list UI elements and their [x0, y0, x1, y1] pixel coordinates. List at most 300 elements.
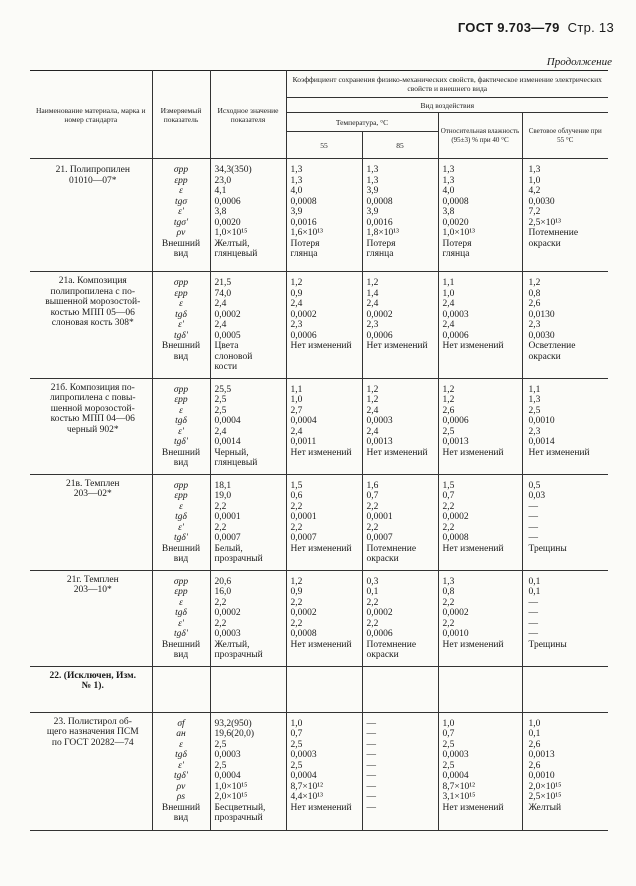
col-t55-header: 55	[286, 132, 362, 159]
temp-55-cell-line: глянца	[290, 249, 318, 259]
humidity-cell-line: 1,3	[442, 165, 455, 175]
temp-55-cell-line: 2,4	[290, 426, 303, 437]
temp-55-cell-line: 0,9	[290, 587, 303, 597]
indicator-cell-line: εрр	[174, 175, 188, 186]
indicator-cell-line: tgδ	[175, 608, 187, 618]
light-cell-line: Трещины	[528, 543, 567, 554]
temp-55-cell-line: 0,7	[290, 729, 303, 739]
indicator-cell-line: Внешний	[161, 639, 201, 650]
temp-85-cell	[362, 159, 438, 272]
humidity-cell-line: 1,2	[442, 384, 455, 395]
material-name-line: 21в. Темплен	[65, 478, 120, 489]
light-cell	[522, 272, 608, 379]
light-cell-line: Осветление	[528, 341, 576, 351]
initial-value-cell-line: 0,0002	[214, 608, 241, 618]
page-number: Стр. 13	[567, 20, 614, 35]
humidity-cell-line: 2,5	[442, 739, 455, 750]
temp-85-cell-line: 0,0001	[366, 512, 393, 522]
light-cell-line: 2,6	[528, 760, 541, 771]
light-cell-line: 0,0130	[528, 309, 555, 320]
table-row	[30, 570, 608, 666]
temp-85-cell-line: 2,2	[366, 522, 379, 533]
temp-55-cell-line: 2,4	[290, 299, 303, 309]
light-cell-line: 1,3	[528, 395, 541, 405]
initial-value-cell-line: глянцевый	[214, 249, 258, 259]
temp-85-cell-line: 2,2	[366, 597, 379, 608]
light-cell-line: 4,2	[528, 186, 541, 196]
col-impact-header: Вид воздействия	[286, 98, 608, 113]
initial-value-cell-line: 0,0001	[214, 512, 241, 522]
initial-value-cell	[210, 712, 286, 830]
initial-value-cell-line: 2,4	[214, 320, 227, 330]
initial-value-cell-line: 0,0002	[214, 309, 241, 320]
humidity-cell-line: 0,0008	[442, 533, 469, 543]
humidity-cell-line: 3,1×10¹⁵	[442, 792, 476, 802]
humidity-cell-line: Нет изменений	[442, 802, 504, 813]
initial-value-cell	[210, 474, 286, 570]
humidity-cell-line: 0,7	[442, 491, 455, 501]
indicator-cell-line: ε	[179, 739, 183, 750]
temp-85-cell-line: 1,2	[366, 384, 379, 395]
light-cell-line: 1,2	[528, 278, 541, 288]
indicator-cell-line: ρv	[176, 781, 186, 792]
material-name-line: 21. Полипропилен	[55, 165, 130, 175]
temp-85-cell-line: 1,2	[366, 278, 379, 288]
light-cell-line: —	[528, 629, 538, 639]
initial-value-cell-line: 0,0020	[214, 217, 241, 228]
humidity-cell-line: 0,0010	[442, 629, 469, 639]
temp-85-cell-line: 1,6	[366, 480, 379, 491]
initial-value-cell-line: 2,5	[214, 405, 227, 416]
humidity-cell-line: 0,0008	[442, 196, 469, 207]
temp-55-cell-line: 2,3	[290, 320, 303, 330]
temp-85-cell	[362, 666, 438, 712]
col-coef-header: Коэффициент сохранения физико-механических свойств, фактическое изменение электрических свойств и внешнего вида	[286, 71, 608, 98]
col-name-header: Наименование материала, марка и номер стандарта	[30, 71, 152, 159]
temp-85-cell-line: 1,4	[366, 288, 379, 299]
humidity-cell-line: 1,0	[442, 288, 455, 299]
initial-value-cell-line: прозрачный	[214, 554, 263, 564]
temp-85-cell-line: Потеря	[366, 238, 396, 249]
humidity-cell-line: 2,2	[442, 618, 455, 629]
light-cell-line: 0,03	[528, 491, 546, 501]
col-light-header: Световое облучение при 55 °С	[522, 113, 608, 159]
humidity-cell-line: 8,7×10¹²	[442, 781, 475, 792]
indicator-cell-line: Внешний	[161, 543, 201, 554]
initial-value-cell-line: 0,0007	[214, 533, 241, 543]
material-name-line: липропилена с повы-	[49, 393, 136, 403]
humidity-cell-line: 0,0003	[442, 750, 469, 760]
material-name-line: костью МПП 04—06	[50, 414, 135, 424]
light-cell-line: 7,2	[528, 207, 541, 217]
indicator-cell-line: ε	[179, 501, 183, 512]
light-cell	[522, 378, 608, 474]
initial-value-cell-line: 2,2	[214, 597, 227, 608]
initial-value-cell-line: 25,5	[214, 384, 232, 395]
material-name-line: слоновая кость 308*	[51, 318, 134, 328]
temp-85-cell	[362, 272, 438, 379]
initial-value-cell-line: 0,0003	[214, 750, 241, 760]
temp-85-cell-line: 0,0006	[366, 629, 393, 639]
light-cell	[522, 570, 608, 666]
initial-value-cell-line: 93,2(950)	[214, 718, 252, 729]
temp-85-cell-line: —	[366, 792, 376, 802]
material-name-line: по ГОСТ 20282—74	[51, 737, 134, 748]
light-cell-line: 2,6	[528, 299, 541, 309]
initial-value-cell-line: 2,4	[214, 426, 227, 437]
humidity-cell-line: Нет изменений	[442, 447, 504, 458]
material-name-line: 23. Полистирол об-	[53, 716, 132, 727]
light-cell-line: —	[528, 608, 538, 618]
continuation-label: Продолжение	[546, 56, 612, 68]
initial-value-cell-line: прозрачный	[214, 813, 263, 823]
indicator-cell	[152, 378, 210, 474]
initial-value-cell-line: 0,0003	[214, 629, 241, 639]
temp-55-cell-line: 4,0	[290, 186, 303, 196]
initial-value-cell-line: 4,1	[214, 186, 227, 196]
indicator-cell-line: ρs	[176, 792, 186, 802]
humidity-cell-line: 2,4	[442, 299, 455, 309]
indicator-cell-line: ε′	[178, 618, 184, 629]
indicator-cell-line: σрр	[173, 576, 189, 587]
indicator-cell-line: εрр	[174, 288, 188, 299]
initial-value-cell	[210, 666, 286, 712]
indicator-cell-line: tgδ	[175, 309, 187, 320]
humidity-cell-line: 2,5	[442, 760, 455, 771]
temp-85-cell-line: 0,0016	[366, 217, 393, 228]
temp-85-cell-line: —	[366, 781, 376, 792]
light-cell-line: 0,0013	[528, 750, 555, 760]
initial-value-cell-line: слоновой	[214, 351, 253, 362]
temp-85-cell-line: 0,0006	[366, 330, 393, 341]
initial-value-cell-line: 2,5	[214, 395, 227, 405]
initial-value-cell-line: 23,0	[214, 175, 232, 186]
indicator-cell-line: εрр	[174, 395, 188, 405]
light-cell	[522, 159, 608, 272]
material-name	[30, 570, 152, 666]
light-cell-line: 0,1	[528, 729, 541, 739]
temp-85-cell-line: —	[366, 729, 376, 739]
temp-55-cell-line: 2,2	[290, 618, 303, 629]
material-name-line: вышенной морозостой-	[45, 297, 141, 307]
light-cell-line: окраски	[528, 238, 561, 249]
material-name	[30, 712, 152, 830]
temp-85-cell-line: Потемнение	[366, 639, 417, 650]
humidity-cell-line: 0,0004	[442, 771, 469, 781]
temp-55-cell-line: 0,0006	[290, 330, 317, 341]
humidity-cell-line: 4,0	[442, 186, 455, 196]
col-initial-header: Исходное значение показателя	[210, 71, 286, 159]
temp-85-cell	[362, 378, 438, 474]
temp-55-cell-line: 2,2	[290, 597, 303, 608]
temp-85-cell-line: 3,9	[366, 207, 379, 217]
temp-85-cell-line: 1,8×10¹³	[366, 228, 399, 238]
gost-number: ГОСТ 9.703—79	[457, 20, 560, 35]
table-row	[30, 474, 608, 570]
material-name	[30, 159, 152, 272]
material-name	[30, 666, 152, 712]
light-cell-line: 0,5	[528, 480, 541, 491]
initial-value-cell-line: 1,0×10¹⁵	[214, 781, 248, 792]
initial-value-cell-line: Белый,	[214, 543, 243, 554]
temp-55-cell-line: Нет изменений	[290, 543, 352, 554]
initial-value-cell-line: 0,0004	[214, 416, 241, 426]
light-cell	[522, 666, 608, 712]
temp-55-cell-line: 8,7×10¹²	[290, 781, 323, 792]
humidity-cell-line: 0,0006	[442, 330, 469, 341]
indicator-cell-line: tgδ	[175, 750, 187, 760]
humidity-cell-line: 0,0003	[442, 309, 469, 320]
temp-55-cell-line: 3,9	[290, 207, 303, 217]
temp-55-cell-line: 0,0007	[290, 533, 317, 543]
temp-55-cell-line: 2,5	[290, 760, 303, 771]
temp-55-cell	[286, 666, 362, 712]
humidity-cell-line: 1,0	[442, 718, 455, 729]
material-name-line: 203—02*	[73, 489, 112, 499]
col-indicator-header: Измеряемый показатель	[152, 71, 210, 159]
indicator-cell-line: εрр	[174, 491, 188, 501]
humidity-cell-line: 1,3	[442, 576, 455, 587]
material-name-line: № 1).	[81, 681, 104, 691]
indicator-cell-line: ε	[179, 186, 183, 196]
humidity-cell-line: 1,5	[442, 480, 455, 491]
indicator-cell-line: вид	[173, 351, 189, 362]
temp-85-cell-line: 3,9	[366, 186, 379, 196]
temp-85-cell-line: окраски	[366, 650, 399, 660]
temp-55-cell-line: 0,0008	[290, 196, 317, 207]
humidity-cell-line: 2,2	[442, 522, 455, 533]
indicator-cell-line: tgσ	[174, 196, 188, 207]
temp-55-cell	[286, 474, 362, 570]
humidity-cell-line: глянца	[442, 249, 470, 259]
initial-value-cell-line: 2,4	[214, 299, 227, 309]
temp-85-cell-line: 1,3	[366, 175, 379, 186]
initial-value-cell-line: 2,2	[214, 501, 227, 512]
temp-55-cell-line: 0,0001	[290, 512, 317, 522]
initial-value-cell-line: глянцевый	[214, 458, 258, 468]
temp-55-cell-line: 4,4×10¹³	[290, 792, 323, 802]
humidity-cell-line: Нет изменений	[442, 543, 504, 554]
temp-85-cell-line: 0,1	[366, 587, 379, 597]
initial-value-cell-line: 2,5	[214, 760, 227, 771]
indicator-cell	[152, 272, 210, 379]
light-cell-line: 1,0	[528, 718, 541, 729]
light-cell-line: 0,1	[528, 587, 541, 597]
light-cell-line: Нет изменений	[528, 447, 590, 458]
temp-55-cell-line: 1,2	[290, 278, 303, 288]
temp-55-cell-line: 0,0002	[290, 309, 317, 320]
indicator-cell-line: ε	[179, 597, 183, 608]
temp-55-cell-line: 0,0004	[290, 416, 317, 426]
initial-value-cell-line: 1,0×10¹⁵	[214, 228, 248, 238]
temp-85-cell-line: 0,3	[366, 576, 379, 587]
humidity-cell	[438, 378, 522, 474]
temp-55-cell-line: 0,0011	[290, 437, 317, 447]
indicator-cell-line: tgδ	[175, 416, 187, 426]
initial-value-cell-line: прозрачный	[214, 650, 263, 660]
indicator-cell-line: σf	[177, 718, 185, 729]
temp-85-cell-line: окраски	[366, 554, 399, 564]
light-cell-line: 0,0014	[528, 437, 555, 447]
temp-55-cell-line: 1,6×10¹³	[290, 228, 323, 238]
initial-value-cell-line: 2,5	[214, 739, 227, 750]
light-cell-line: —	[528, 618, 538, 629]
temp-85-cell-line: 2,4	[366, 426, 379, 437]
initial-value-cell-line: 18,1	[214, 480, 232, 491]
material-name-line: 21г. Темплен	[66, 574, 119, 585]
initial-value-cell-line: 2,2	[214, 618, 227, 629]
humidity-cell-line: 2,2	[442, 597, 455, 608]
light-cell-line: —	[528, 597, 538, 608]
temp-85-cell-line: 2,4	[366, 405, 379, 416]
indicator-cell-line: вид	[173, 813, 189, 823]
indicator-cell-line: tgδ	[175, 512, 187, 522]
humidity-cell	[438, 474, 522, 570]
humidity-cell-line: 1,1	[442, 278, 455, 288]
temp-85-cell-line: 2,4	[366, 299, 379, 309]
humidity-cell-line: 0,0013	[442, 437, 469, 447]
light-cell-line: 0,0010	[528, 771, 555, 781]
initial-value-cell-line: Желтый,	[214, 639, 250, 650]
temp-85-cell-line: 2,3	[366, 320, 379, 330]
humidity-cell-line: 0,0002	[442, 512, 469, 522]
initial-value-cell-line: Черный,	[214, 447, 249, 458]
light-cell	[522, 474, 608, 570]
humidity-cell-line: Нет изменений	[442, 639, 504, 650]
temp-55-cell-line: 1,0	[290, 718, 303, 729]
indicator-cell-line: Внешний	[161, 341, 201, 351]
initial-value-cell-line: 74,0	[214, 288, 232, 299]
material-name-line: полипропилена с по-	[50, 286, 135, 297]
initial-value-cell	[210, 272, 286, 379]
temp-85-cell-line: 2,2	[366, 618, 379, 629]
humidity-cell	[438, 272, 522, 379]
temp-55-cell-line: 0,6	[290, 491, 303, 501]
material-name-line: 21а. Композиция	[58, 276, 127, 286]
initial-value-cell-line: Желтый,	[214, 238, 250, 249]
light-cell-line: 2,0×10¹⁵	[528, 781, 562, 792]
temp-85-cell-line: 1,2	[366, 395, 379, 405]
temp-85-cell-line: —	[366, 750, 376, 760]
humidity-cell-line: 1,0×10¹³	[442, 228, 475, 238]
humidity-cell-line: 2,6	[442, 405, 455, 416]
temp-55-cell-line: 2,2	[290, 501, 303, 512]
temp-55-cell	[286, 378, 362, 474]
indicator-cell-line: вид	[173, 554, 189, 564]
light-cell-line: 0,0030	[528, 330, 555, 341]
initial-value-cell-line: 19,6(20,0)	[214, 729, 255, 739]
humidity-cell	[438, 712, 522, 830]
indicator-cell-line: ε′	[178, 207, 184, 217]
light-cell-line: 2,5×10¹⁵	[528, 792, 562, 802]
indicator-cell-line: tgδ′	[174, 629, 188, 639]
temp-55-cell-line: 0,0004	[290, 771, 317, 781]
temp-85-cell-line: —	[366, 739, 376, 750]
temp-85-cell-line: 0,0013	[366, 437, 393, 447]
temp-55-cell-line: 0,0003	[290, 750, 317, 760]
indicator-cell	[152, 570, 210, 666]
temp-55-cell-line: 1,3	[290, 165, 303, 175]
light-cell-line: —	[528, 522, 538, 533]
page-header	[458, 20, 614, 35]
indicator-cell-line: Внешний	[161, 238, 201, 249]
light-cell-line: 0,0010	[528, 416, 555, 426]
temp-55-cell-line: Нет изменений	[290, 802, 352, 813]
initial-value-cell	[210, 378, 286, 474]
indicator-cell-line: вид	[173, 458, 189, 468]
temp-55-cell	[286, 159, 362, 272]
indicator-cell	[152, 474, 210, 570]
temp-85-cell-line: 0,0008	[366, 196, 393, 207]
indicator-cell-line: εрр	[174, 587, 188, 597]
initial-value-cell-line: 0,0005	[214, 330, 241, 341]
temp-85-cell-line: глянца	[366, 249, 394, 259]
indicator-cell-line: σрр	[173, 278, 189, 288]
indicator-cell-line: tgδ′	[174, 330, 188, 341]
col-humidity-header: Относительная влажность (95±3) % при 40 °С	[438, 113, 522, 159]
material-name-line: щего назначения ПСМ	[46, 727, 139, 737]
indicator-cell-line: σрр	[173, 165, 189, 175]
material-name-line: 22. (Исключен, Изм.	[49, 670, 136, 681]
light-cell-line: 2,3	[528, 320, 541, 330]
indicator-cell-line: tgδ′	[174, 533, 188, 543]
table-row	[30, 378, 608, 474]
light-cell-line: 2,5	[528, 405, 541, 416]
indicator-cell-line: σрр	[173, 480, 189, 491]
indicator-cell	[152, 712, 210, 830]
table-row	[30, 159, 608, 272]
indicator-cell-line: ε′	[178, 522, 184, 533]
humidity-cell-line: 0,7	[442, 729, 455, 739]
temp-55-cell-line: Нет изменений	[290, 447, 352, 458]
light-cell-line: —	[528, 501, 538, 512]
light-cell-line: —	[528, 512, 538, 522]
temp-55-cell	[286, 712, 362, 830]
humidity-cell	[438, 666, 522, 712]
material-name-line: черный 902*	[66, 424, 119, 435]
material-name-line: 21б. Композиция по-	[50, 382, 135, 393]
humidity-cell-line: 0,8	[442, 587, 455, 597]
temp-85-cell	[362, 570, 438, 666]
temp-85-cell	[362, 474, 438, 570]
temp-55-cell-line: 1,1	[290, 384, 303, 395]
indicator-cell	[152, 159, 210, 272]
humidity-cell-line: 1,2	[442, 395, 455, 405]
light-cell-line: Желтый	[528, 802, 562, 813]
temp-55-cell-line: 2,2	[290, 522, 303, 533]
light-cell-line: —	[528, 533, 538, 543]
indicator-cell-line: tgσ′	[173, 217, 189, 228]
initial-value-cell-line: 2,2	[214, 522, 227, 533]
indicator-cell-line: ε′	[178, 760, 184, 771]
light-cell-line: 0,8	[528, 288, 541, 299]
temp-85-cell-line: Нет изменений	[366, 447, 428, 458]
light-cell-line: 2,5×10¹³	[528, 217, 561, 228]
initial-value-cell-line: 3,8	[214, 207, 227, 217]
temp-85-cell-line: 0,0002	[366, 309, 393, 320]
temp-85-cell-line: —	[366, 760, 376, 771]
temp-85-cell-line: 0,0002	[366, 608, 393, 618]
indicator-cell-line: ε	[179, 405, 183, 416]
indicator-cell-line: σрр	[173, 384, 189, 395]
humidity-cell-line: 2,4	[442, 320, 455, 330]
temp-85-cell-line: —	[366, 771, 376, 781]
material-name-line: 01010—07*	[69, 175, 117, 186]
humidity-cell-line: Потеря	[442, 238, 472, 249]
table-row	[30, 272, 608, 379]
material-name	[30, 474, 152, 570]
indicator-cell-line: tgδ′	[174, 437, 188, 447]
